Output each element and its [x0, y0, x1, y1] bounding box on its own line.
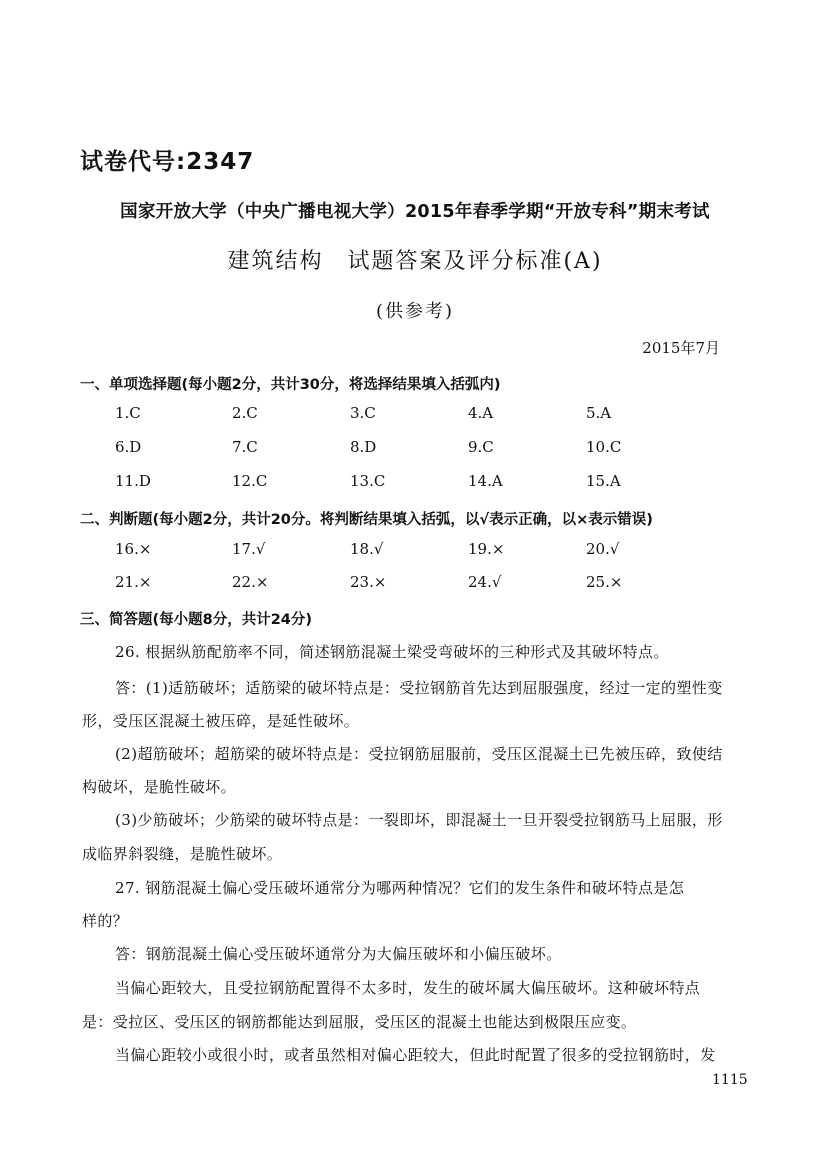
page-number: 1115 — [712, 1072, 748, 1088]
answer-paragraph-line: 答：钢筋混凝土偏心受压破坏通常分为大偏压破坏和小偏压破坏。 — [115, 945, 562, 963]
answer-item: 18.√ — [350, 540, 384, 558]
answer-item: 9.C — [468, 438, 494, 456]
answer-paragraph-line: 形，受压区混凝土被压碎，是延性破坏。 — [82, 712, 360, 730]
answer-item: 11.D — [115, 472, 151, 490]
answer-item: 8.D — [350, 438, 377, 456]
answer-paragraph-line: 构破坏，是脆性破坏。 — [82, 778, 237, 796]
answer-item: 3.C — [350, 404, 376, 422]
answer-item: 12.C — [232, 472, 268, 490]
answer-item: 1.C — [115, 404, 141, 422]
answer-item: 7.C — [232, 438, 258, 456]
question-27-continued: 样的？ — [82, 912, 129, 930]
answer-paragraph-line: 是：受拉区、受压区的钢筋都能达到屈服，受压区的混凝土也能达到极限压应变。 — [82, 1013, 637, 1031]
answer-item: 15.A — [586, 472, 621, 490]
answer-item: 10.C — [586, 438, 622, 456]
section-heading-multiple-choice: 一、单项选择题(每小题2分，共计30分，将选择结果填入括弧内) — [80, 377, 501, 393]
answer-item: 14.A — [468, 472, 503, 490]
answer-paragraph-line: (2)超筋破坏；超筋梁的破坏特点是：受拉钢筋屈服前，受压区混凝土已先被压碎，致使结 — [115, 745, 723, 763]
answer-item: 20.√ — [586, 540, 620, 558]
section-heading-short-answer: 三、简答题(每小题8分，共计24分) — [80, 612, 313, 628]
exam-date: 2015年7月 — [642, 339, 720, 357]
answer-item: 13.C — [350, 472, 386, 490]
answer-item: 24.√ — [468, 573, 502, 591]
answer-item: 16.× — [115, 540, 152, 558]
section-heading-true-false: 二、判断题(每小题2分，共计20分。将判断结果填入括弧，以√表示正确，以×表示错误) — [80, 512, 653, 528]
document-title: 建筑结构 试题答案及评分标准(A) — [227, 249, 603, 274]
answer-paragraph-line: (3)少筋破坏；少筋梁的破坏特点是：一裂即坏，即混凝土一旦开裂受拉钢筋马上屈服，形 — [115, 811, 723, 829]
answer-item: 23.× — [350, 573, 387, 591]
answer-paragraph-line: 当偏心距较大，且受拉钢筋配置得不太多时，发生的破坏属大偏压破坏。这种破坏特点 — [115, 979, 701, 997]
answer-paragraph-line: 成临界斜裂缝，是脆性破坏。 — [82, 845, 283, 863]
answer-paragraph-line: 当偏心距较小或很小时，或者虽然相对偏心距较大，但此时配置了很多的受拉钢筋时，发 — [115, 1046, 716, 1064]
answer-paragraph-line: 答：(1)适筋破坏；适筋梁的破坏特点是：受拉钢筋首先达到屈服强度，经过一定的塑性变 — [115, 679, 723, 697]
answer-item: 6.D — [115, 438, 142, 456]
document-subtitle: (供参考) — [375, 301, 455, 322]
answer-item: 2.C — [232, 404, 258, 422]
answer-item: 17.√ — [232, 540, 266, 558]
answer-item: 4.A — [468, 404, 494, 422]
exam-header: 国家开放大学（中央广播电视大学）2015年春季学期“开放专科”期末考试 — [120, 202, 710, 222]
answer-item: 21.× — [115, 573, 152, 591]
answer-item: 25.× — [586, 573, 623, 591]
exam-code: 试卷代号:2347 — [80, 149, 255, 175]
question-27: 27. 钢筋混凝土偏心受压破坏通常分为哪两种情况？它们的发生条件和破坏特点是怎 — [115, 879, 685, 897]
answer-item: 22.× — [232, 573, 269, 591]
answer-item: 19.× — [468, 540, 505, 558]
answer-item: 5.A — [586, 404, 612, 422]
question-26: 26. 根据纵筋配筋率不同，简述钢筋混凝土梁受弯破坏的三种形式及其破坏特点。 — [115, 643, 669, 661]
